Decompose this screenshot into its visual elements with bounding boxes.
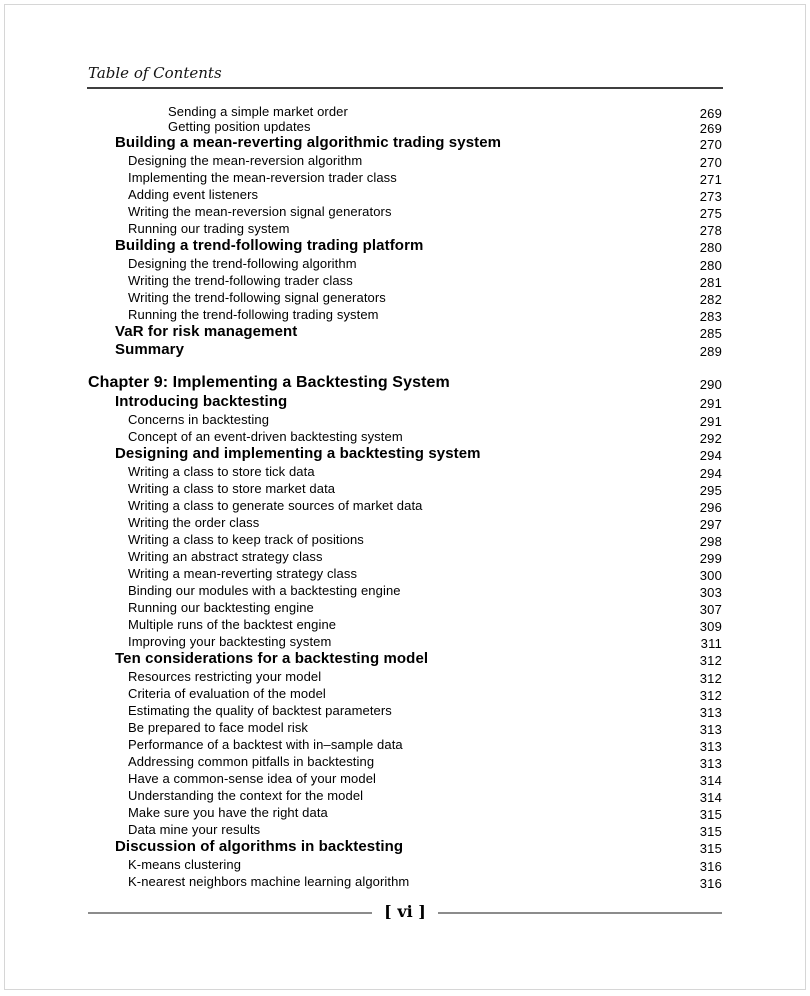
toc-entry-title: Estimating the quality of backtest parameters xyxy=(128,703,392,718)
toc-entry-row xyxy=(88,186,722,203)
toc-entry-page-number: 283 xyxy=(699,309,722,324)
toc-entry-title: Binding our modules with a backtesting engine xyxy=(128,583,401,598)
toc-entry-page-number: 312 xyxy=(699,671,722,686)
toc-entry-page-number: 312 xyxy=(699,653,722,668)
toc-entry-title: Writing an abstract strategy class xyxy=(128,549,323,564)
toc-entry-row xyxy=(88,616,722,633)
toc-entry-title: Implementing the mean-reversion trader class xyxy=(128,170,397,185)
toc-entry-title: Designing the trend-following algorithm xyxy=(128,256,357,271)
toc-entry-row xyxy=(88,838,722,856)
toc-entry-title: Writing a class to keep track of positions xyxy=(128,532,364,547)
toc-entry-title: Running our trading system xyxy=(128,221,290,236)
toc-entry-page-number: 275 xyxy=(699,206,722,221)
toc-entry-page-number: 300 xyxy=(699,568,722,583)
toc-entry-title: Sending a simple market order xyxy=(168,104,348,119)
toc-entry-title: Have a common-sense idea of your model xyxy=(128,771,377,786)
toc-entry-row xyxy=(88,685,722,702)
toc-entry-title: Data mine your results xyxy=(128,822,261,837)
toc-entry-page-number: 309 xyxy=(699,619,722,634)
toc-entry-row xyxy=(88,668,722,685)
toc-entry-page-number: 278 xyxy=(699,223,722,238)
toc-entry-row xyxy=(88,719,722,736)
toc-entry-title: Writing the trend-following trader class xyxy=(128,273,353,288)
toc-entry-title: Running the trend-following trading system xyxy=(128,307,379,322)
toc-entry-page-number: 285 xyxy=(699,326,722,341)
toc-entry-page-number: 292 xyxy=(699,431,722,446)
toc-entry-title: Concerns in backtesting xyxy=(128,412,270,427)
toc-entry-title: Be prepared to face model risk xyxy=(128,720,309,735)
toc-entry-title: Designing and implementing a backtesting system xyxy=(115,445,481,462)
toc-entry-row xyxy=(88,341,722,359)
toc-entry-title: Writing the order class xyxy=(128,515,260,530)
toc-entry-row xyxy=(88,856,722,873)
toc-entry-title: VaR for risk management xyxy=(115,323,298,340)
toc-entry-title: Performance of a backtest with in–sample data xyxy=(128,737,403,752)
page-number-label: [ vi ] xyxy=(384,902,426,921)
toc-entry-page-number: 315 xyxy=(699,824,722,839)
toc-entry-row xyxy=(88,220,722,237)
toc-entry-row xyxy=(88,650,722,668)
toc-entry-title: Getting position updates xyxy=(168,119,311,134)
toc-entry-row xyxy=(88,306,722,323)
toc-entry-title: K-means clustering xyxy=(128,857,242,872)
header-rule xyxy=(87,87,723,89)
toc-entry-page-number: 282 xyxy=(699,292,722,307)
toc-entry-title: Writing a class to store market data xyxy=(128,481,336,496)
toc-entry-row xyxy=(88,873,722,890)
toc-entry-page-number: 294 xyxy=(699,448,722,463)
toc-entry-row xyxy=(88,821,722,838)
toc-entry-title: Building a trend-following trading platform xyxy=(115,237,424,254)
toc-entry-page-number: 311 xyxy=(700,636,722,651)
toc-entry-title: Multiple runs of the backtest engine xyxy=(128,617,337,632)
toc-entry-title: Understanding the context for the model xyxy=(128,788,364,803)
toc-entry-row xyxy=(88,736,722,753)
toc-entry-page-number: 315 xyxy=(699,841,722,856)
toc-entry-row xyxy=(88,445,722,463)
toc-entry-title: Writing a class to generate sources of market data xyxy=(128,498,423,513)
toc-entry-row xyxy=(88,393,722,411)
toc-entry-page-number: 315 xyxy=(699,807,722,822)
toc-entry-title: Writing the trend-following signal generators xyxy=(128,290,386,305)
toc-entry-page-number: 316 xyxy=(699,859,722,874)
toc-entry-title: Building a mean-reverting algorithmic trading system xyxy=(115,134,502,151)
toc-entry-row xyxy=(88,531,722,548)
toc-entry-page-number: 269 xyxy=(699,121,722,136)
toc-entry-page-number: 289 xyxy=(699,344,722,359)
toc-entry-row xyxy=(88,548,722,565)
toc-entry-row xyxy=(88,372,722,393)
toc-entry-title: Running our backtesting engine xyxy=(128,600,314,615)
toc-entry-title: Adding event listeners xyxy=(128,187,259,202)
toc-entry-page-number: 313 xyxy=(699,756,722,771)
toc-entry-page-number: 269 xyxy=(699,106,722,121)
toc-entry-row xyxy=(88,272,722,289)
toc-entry-title: Discussion of algorithms in backtesting xyxy=(115,838,404,855)
toc-entry-title: K-nearest neighbors machine learning algorithm xyxy=(128,874,410,889)
footer-rule-right xyxy=(438,912,722,914)
toc-entry-page-number: 291 xyxy=(699,396,722,411)
toc-entry-row xyxy=(88,480,722,497)
toc-entry-page-number: 299 xyxy=(699,551,722,566)
toc-entry-title: Chapter 9: Implementing a Backtesting System xyxy=(88,374,450,391)
toc-entry-page-number: 312 xyxy=(699,688,722,703)
toc-entry-title: Writing a class to store tick data xyxy=(128,464,315,479)
toc-entry-page-number: 294 xyxy=(699,466,722,481)
toc-entry-title: Improving your backtesting system xyxy=(128,634,332,649)
toc-entry-row xyxy=(88,804,722,821)
toc-entry-page-number: 297 xyxy=(699,517,722,532)
toc-entry-page-number: 314 xyxy=(699,773,722,788)
toc-entry-page-number: 280 xyxy=(699,240,722,255)
toc-entry-page-number: 313 xyxy=(699,722,722,737)
toc-entry-title: Concept of an event-driven backtesting system xyxy=(128,429,403,444)
toc-entry-row xyxy=(88,169,722,186)
page-footer xyxy=(88,903,722,923)
toc-entry-row xyxy=(88,599,722,616)
toc-entry-row xyxy=(88,633,722,650)
toc-entry-row xyxy=(88,323,722,341)
toc-entry-row xyxy=(88,463,722,480)
toc-entry-page-number: 270 xyxy=(699,137,722,152)
toc-entry-title: Resources restricting your model xyxy=(128,669,322,684)
toc-entry-title: Introducing backtesting xyxy=(115,393,288,410)
toc-entry-page-number: 314 xyxy=(699,790,722,805)
toc-entry-page-number: 303 xyxy=(699,585,722,600)
toc-entry-row xyxy=(88,428,722,445)
toc-entry-row xyxy=(88,702,722,719)
toc-entry-page-number: 295 xyxy=(699,483,722,498)
toc-entry-row xyxy=(88,255,722,272)
toc-entry-row xyxy=(88,134,722,152)
toc-entry-title: Addressing common pitfalls in backtesting xyxy=(128,754,375,769)
toc-entry-page-number: 296 xyxy=(699,500,722,515)
toc-entry-page-number: 281 xyxy=(699,275,722,290)
toc-entry-page-number: 290 xyxy=(699,377,722,392)
toc-entry-row xyxy=(88,237,722,255)
toc-entry-page-number: 271 xyxy=(699,172,722,187)
toc-entry-row xyxy=(88,770,722,787)
footer-rule-left xyxy=(88,912,372,914)
toc-entry-title: Summary xyxy=(115,341,185,358)
toc-entry-title: Ten considerations for a backtesting model xyxy=(115,650,429,667)
toc-entry-row xyxy=(88,289,722,306)
toc-entry-title: Writing a mean-reverting strategy class xyxy=(128,566,358,581)
toc-entry-page-number: 316 xyxy=(699,876,722,891)
toc-entry-page-number: 280 xyxy=(699,258,722,273)
toc-entry-row xyxy=(88,514,722,531)
toc-entry-page-number: 273 xyxy=(699,189,722,204)
toc-entry-row xyxy=(88,565,722,582)
toc-list xyxy=(88,104,722,890)
toc-entry-row xyxy=(88,787,722,804)
toc-entry-title: Designing the mean-reversion algorithm xyxy=(128,153,363,168)
toc-entry-page-number: 307 xyxy=(699,602,722,617)
toc-entry-title: Make sure you have the right data xyxy=(128,805,328,820)
toc-entry-row xyxy=(88,753,722,770)
toc-entry-title: Criteria of evaluation of the model xyxy=(128,686,326,701)
toc-entry-page-number: 270 xyxy=(699,155,722,170)
toc-entry-row xyxy=(88,411,722,428)
toc-entry-page-number: 313 xyxy=(699,739,722,754)
toc-entry-row xyxy=(88,582,722,599)
toc-entry-page-number: 291 xyxy=(699,414,722,429)
toc-entry-page-number: 313 xyxy=(699,705,722,720)
toc-entry-row xyxy=(88,203,722,220)
toc-entry-row xyxy=(88,152,722,169)
page-header-title: Table of Contents xyxy=(88,64,222,82)
toc-entry-row xyxy=(88,497,722,514)
toc-entry-page-number: 298 xyxy=(699,534,722,549)
toc-entry-row xyxy=(88,119,722,134)
toc-entry-row xyxy=(88,104,722,119)
toc-entry-title: Writing the mean-reversion signal generators xyxy=(128,204,392,219)
